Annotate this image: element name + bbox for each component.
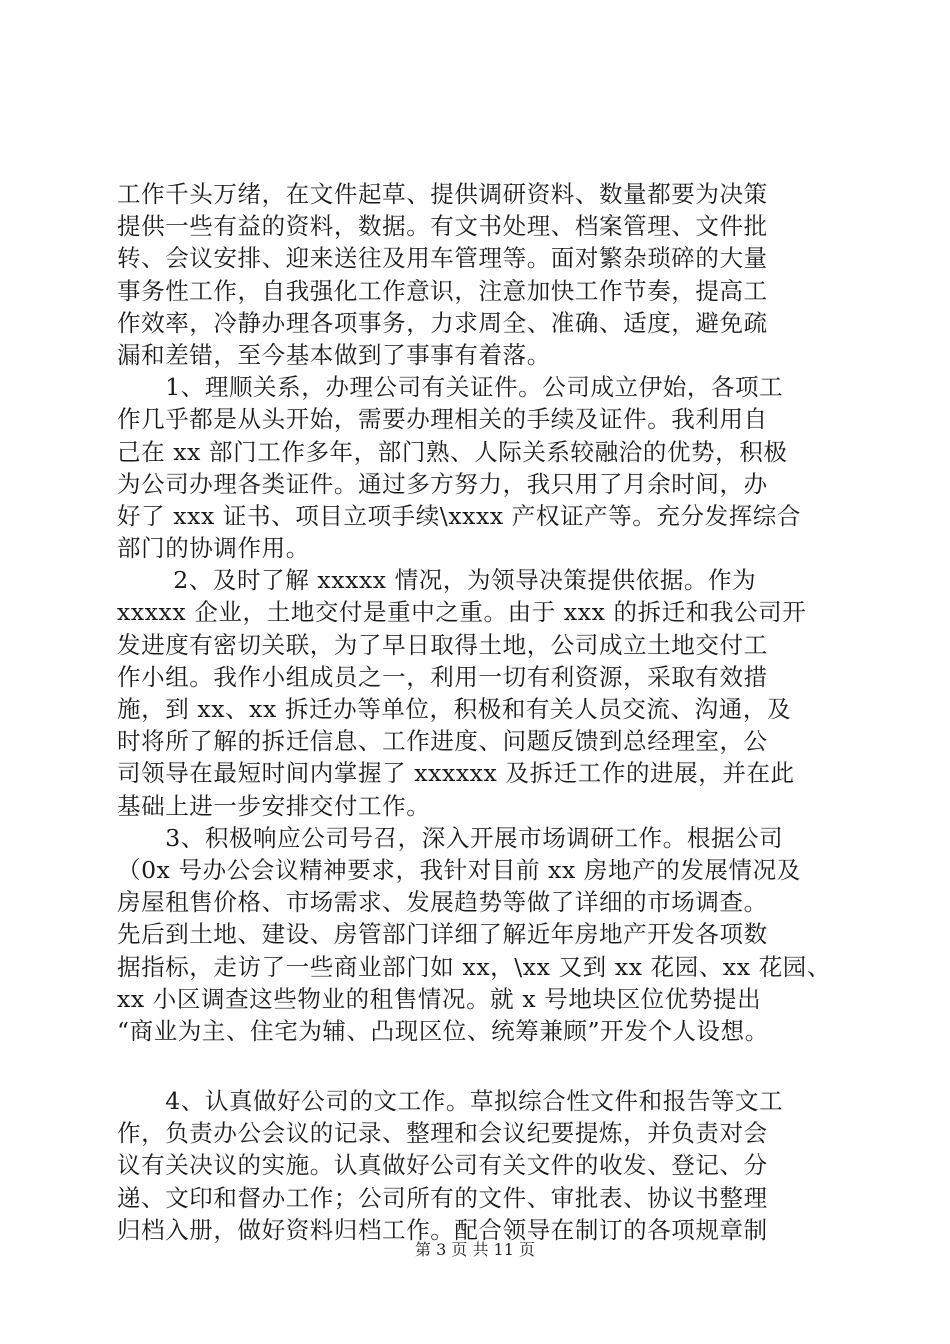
text-line: 据指标，走访了一些商业部门如 xx，\xx 又到 xx 花园、xx 花园、 xyxy=(117,952,831,981)
page-number-footer: 第 3 页 共 11 页 xyxy=(415,1240,535,1259)
text-line: 3、积极响应公司号召，深入开展市场调研工作。根据公司 xyxy=(117,823,784,852)
text-line: （0x 号办公会议精神要求，我针对目前 xx 房地产的发展情况及 xyxy=(117,855,801,884)
text-line: 4、认真做好公司的文工作。草拟综合性文件和报告等文工 xyxy=(117,1087,784,1116)
text-line: 好了 xxx 证书、项目立项手续\xxxx 产权证产等。充分发挥综合 xyxy=(117,501,801,530)
text-line: 作，负责办公会议的记录、整理和会议纪要提炼，并负责对会 xyxy=(117,1119,768,1148)
text-line: “商业为主、住宅为辅、凸现区位、统筹兼顾”开发个人设想。 xyxy=(117,1016,769,1045)
text-line: 工作千头万绪，在文件起草、提供调研资料、数量都要为决策 xyxy=(117,180,768,208)
text-line: 漏和差错，至今基本做到了事事有着落。 xyxy=(117,340,551,369)
text-line: 转、会议安排、迎来送往及用车管理等。面对繁杂琐碎的大量 xyxy=(117,244,768,273)
text-line: 事务性工作，自我强化工作意识，注意加快工作节奏，提高工 xyxy=(117,276,768,305)
document-body xyxy=(117,178,837,1246)
text-line: 先后到土地、建设、房管部门详细了解近年房地产开发各项数 xyxy=(117,920,768,949)
text-line: 部门的协调作用。 xyxy=(117,534,310,563)
text-line: 房屋租售价格、市场需求、发展趋势等做了详细的市场调查。 xyxy=(117,888,768,917)
text-line: 发进度有密切关联，为了早日取得土地，公司成立土地交付工 xyxy=(117,630,768,659)
paragraph-gap xyxy=(117,1047,837,1085)
text-line: 议有关决议的实施。认真做好公司有关文件的收发、登记、分 xyxy=(117,1151,768,1180)
text-line: 施，到 xx、xx 拆迁办等单位，积极和有关人员交流、沟通，及 xyxy=(117,695,792,723)
text-line: 作效率，冷静办理各项事务，力求周全、准确、适度，避免疏 xyxy=(117,308,768,337)
text-line: 时将所了解的拆迁信息、工作进度、问题反馈到总经理室，公 xyxy=(117,727,768,756)
text-line: 1、理顺关系，办理公司有关证件。公司成立伊始，各项工 xyxy=(117,373,784,402)
text-line: 提供一些有益的资料，数据。有文书处理、档案管理、文件批 xyxy=(117,212,768,241)
text-line: 为公司办理各类证件。通过多方努力，我只用了月余时间，办 xyxy=(117,469,768,498)
text-line: 基础上进一步安排交付工作。 xyxy=(117,791,431,820)
text-line: 归档入册，做好资料归档工作。配合领导在制订的各项规章制 xyxy=(117,1215,768,1244)
text-line: 作几乎都是从头开始，需要办理相关的手续及证件。我利用自 xyxy=(117,405,768,434)
text-line: xxxxx 企业，土地交付是重中之重。由于 xxx 的拆迁和我公司开 xyxy=(117,598,807,627)
text-line: 己在 xx 部门工作多年，部门熟、人际关系较融洽的优势，积极 xyxy=(117,437,788,466)
text-line: 作小组。我作小组成员之一，利用一切有利资源，采取有效措 xyxy=(117,662,768,691)
text-line: xx 小区调查这些物业的租售情况。就 x 号地块区位优势提出 xyxy=(117,984,762,1013)
text-line: 递、文印和督办工作；公司所有的文件、审批表、协议书整理 xyxy=(117,1183,768,1212)
text-line: 司领导在最短时间内掌握了 xxxxxx 及拆迁工作的进展，并在此 xyxy=(117,759,795,788)
text-line: 2、及时了解 xxxxx 情况，为领导决策提供依据。作为 xyxy=(117,566,757,595)
